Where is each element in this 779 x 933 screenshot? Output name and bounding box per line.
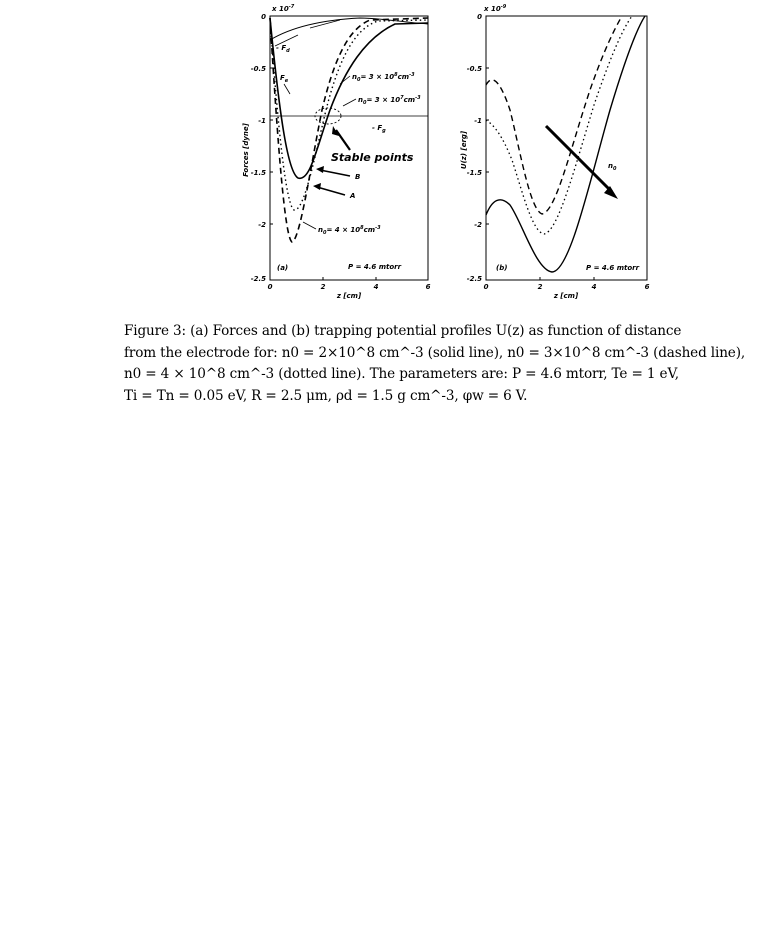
curve-dashed	[486, 16, 622, 214]
panel-a-ylabel: Forces [dyne]	[242, 123, 250, 177]
xtick: 0	[267, 283, 273, 291]
panel-b-xlabel: z [cm]	[553, 292, 579, 300]
panel-a-exponent: x $10^{-7}$	[272, 4, 295, 13]
ytick: -1	[474, 117, 482, 125]
xtick: 4	[373, 283, 379, 291]
panel-a-pressure: P = 4.6 mtorr	[348, 263, 402, 271]
n0-arrow-line	[546, 126, 612, 192]
label-n0-3e8: $n_0= 3 \times 10^8cm^{-3}$	[352, 72, 415, 83]
ytick: -1	[258, 117, 266, 125]
xtick: 2	[320, 283, 326, 291]
ytick: -1.5	[250, 169, 266, 177]
caption-line-2: from the electrode for: n0 = 2×10^8 cm^-3 (solid line), n0 = 3×10^8 cm^-3 (dashed line),	[124, 344, 746, 361]
label-fd: - $F_d$	[276, 44, 290, 54]
ytick: -2.5	[466, 275, 482, 283]
ytick: -0.5	[250, 65, 266, 73]
panel-a-curves	[270, 18, 428, 242]
panel-b-xticks	[484, 277, 650, 291]
ytick: -1.5	[466, 169, 482, 177]
label-n0-3e7: $n_0= 3 \times 10^7cm^{-3}$	[358, 95, 421, 106]
caption-line-1: Figure 3: (a) Forces and (b) trapping potential profiles U(z) as function of distance	[124, 323, 682, 339]
figure-caption	[124, 321, 776, 407]
label-B: B	[355, 173, 361, 181]
panel-a	[242, 4, 431, 300]
ytick: -2	[474, 221, 482, 229]
label-n0-4e8: $n_0= 4 \times 10^8cm^{-3}$	[318, 225, 381, 236]
panel-a-annotations	[276, 44, 421, 236]
panel-a-label: (a)	[277, 264, 289, 272]
xtick: 6	[644, 283, 650, 291]
panel-b-pressure: P = 4.6 mtorr	[586, 264, 640, 272]
xtick: 6	[425, 283, 431, 291]
curve-dotted	[270, 18, 428, 210]
figure-3	[0, 0, 779, 320]
caption-line-3: n0 = 4 × 10^8 cm^-3 (dotted line). The parameters are: P = 4.6 mtorr, Te = 1 eV,	[124, 366, 679, 383]
panel-a-xticks	[268, 277, 431, 291]
panel-b-ylabel: U(z) [erg]	[460, 130, 468, 170]
n0-arrow	[546, 126, 618, 199]
ytick: -2	[258, 221, 266, 229]
ytick: -2.5	[250, 275, 266, 283]
panel-b	[460, 4, 650, 300]
label-fg: - $F_g$	[372, 124, 386, 134]
ytick: 0	[261, 13, 266, 21]
ytick: 0	[477, 13, 482, 21]
label-fe: $F_e$	[280, 74, 289, 84]
curve-dashed	[270, 18, 428, 242]
curve-dotted	[486, 16, 632, 234]
ytick: -0.5	[466, 65, 482, 73]
label-stable-points: Stable points	[331, 151, 414, 164]
caption-line-4: Ti = Tn = 0.05 eV, R = 2.5 μm, ρd = 1.5 g cm^-3, φw = 6 V.	[124, 387, 528, 404]
xtick: 4	[591, 283, 597, 291]
panel-a-xlabel: z [cm]	[336, 292, 362, 300]
xtick: 2	[537, 283, 543, 291]
label-n0-arrow: $n_0$	[608, 162, 617, 172]
panel-b-exponent: x $10^{-9}$	[484, 4, 507, 13]
label-A: A	[350, 192, 356, 200]
xtick: 0	[483, 283, 489, 291]
panel-b-label: (b)	[496, 264, 508, 272]
